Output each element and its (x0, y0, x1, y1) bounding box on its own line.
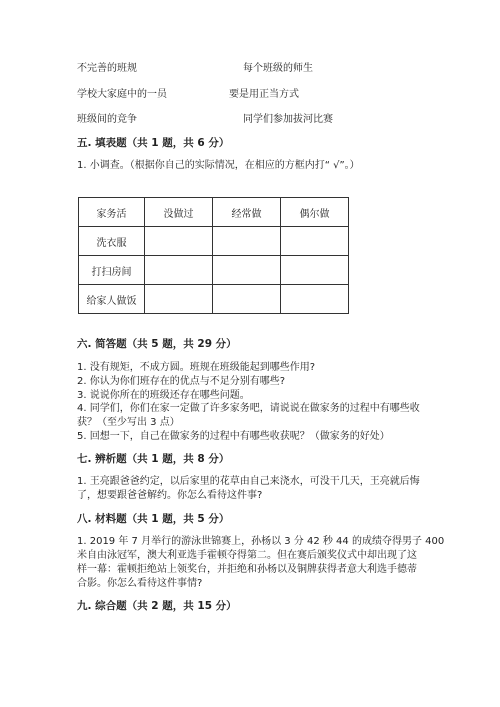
section9-heading: 九. 综合题（共 2 题，共 15 分） (77, 600, 237, 612)
checkbox-cell[interactable] (145, 227, 213, 256)
checkbox-cell[interactable] (213, 227, 281, 256)
section6-heading: 六. 简答题（共 5 题，共 29 分） (77, 338, 237, 350)
checkbox-cell[interactable] (281, 285, 349, 314)
table-row (79, 256, 349, 285)
table-row (79, 227, 349, 256)
match-left-3: 班级间的竞争 (77, 114, 137, 125)
table-header-cell: 经常做 (213, 198, 281, 227)
table-header-cell: 没做过 (145, 198, 213, 227)
section7-line2: 了，想要跟爸爸解约。你怎么看待这件事? (77, 490, 263, 501)
checkbox-cell[interactable] (145, 285, 213, 314)
section5-heading: 五. 填表题（共 1 题，共 6 分） (77, 137, 230, 149)
section8-line4: 合影。你怎么看待这件事情? (77, 578, 203, 589)
section6-q3: 3. 说说你所在的班级还存在哪些问题。 (77, 390, 250, 401)
section6-q4-line2: 获？（至少写出 3 点） (77, 417, 180, 428)
section6-q5: 5. 回想一下，自己在做家务的过程中有哪些收获呢？（做家务的好处） (77, 431, 390, 442)
table-header-cell: 家务活 (79, 198, 145, 227)
table-row (79, 285, 349, 314)
match-right-1: 每个班级的师生 (243, 63, 313, 74)
section8-line2: 米自由泳冠军，澳大利亚选手霍顿夺得第二。但在赛后颁奖仪式中却出现了这 (77, 550, 417, 561)
section6-q2: 2. 你认为你们班存在的优点与不足分别有哪些? (77, 376, 286, 387)
table-row-label: 给家人做饭 (79, 285, 145, 314)
section8-heading: 八. 材料题（共 1 题，共 5 分） (77, 513, 230, 525)
checkbox-cell[interactable] (281, 256, 349, 285)
checkbox-cell[interactable] (145, 256, 213, 285)
section6-q1: 1. 没有规矩，不成方圆。班规在班级能起到哪些作用? (77, 362, 316, 373)
survey-table (78, 197, 349, 314)
section6-q4-line1: 4. 同学们，你们在家一定做了许多家务吧，请说说在做家务的过程中有哪些收 (77, 403, 420, 414)
section7-line1: 1. 王亮跟爸爸约定，以后家里的花草由自己来浇水，可没干几天，王亮就后悔 (77, 476, 420, 487)
section7-heading: 七. 辨析题（共 1 题，共 8 分） (77, 453, 230, 465)
section8-line1: 1. 2019 年 7 月举行的游泳世锦赛上，孙杨以 3 分 42 秒 44 的成绩夺得男子 400 (77, 536, 445, 547)
match-left-2: 学校大家庭中的一员 (77, 89, 167, 100)
checkbox-cell[interactable] (213, 256, 281, 285)
section8-line3: 样一幕：霍顿拒绝站上领奖台，并拒绝和孙杨以及铜牌获得者意大利选手德蒂 (77, 564, 417, 575)
match-right-2: 要是用正当方式 (229, 89, 299, 100)
table-row-label: 打扫房间 (79, 256, 145, 285)
checkbox-cell[interactable] (281, 227, 349, 256)
match-left-1: 不完善的班规 (77, 63, 137, 74)
table-row-label: 洗衣服 (79, 227, 145, 256)
match-right-3: 同学们参加拔河比赛 (243, 114, 333, 125)
table-header-row (79, 198, 349, 227)
section5-question: 1. 小调查。（根据你自己的实际情况，在相应的方框内打“ √”。） (77, 160, 360, 171)
checkbox-cell[interactable] (213, 285, 281, 314)
table-header-cell: 偶尔做 (281, 198, 349, 227)
